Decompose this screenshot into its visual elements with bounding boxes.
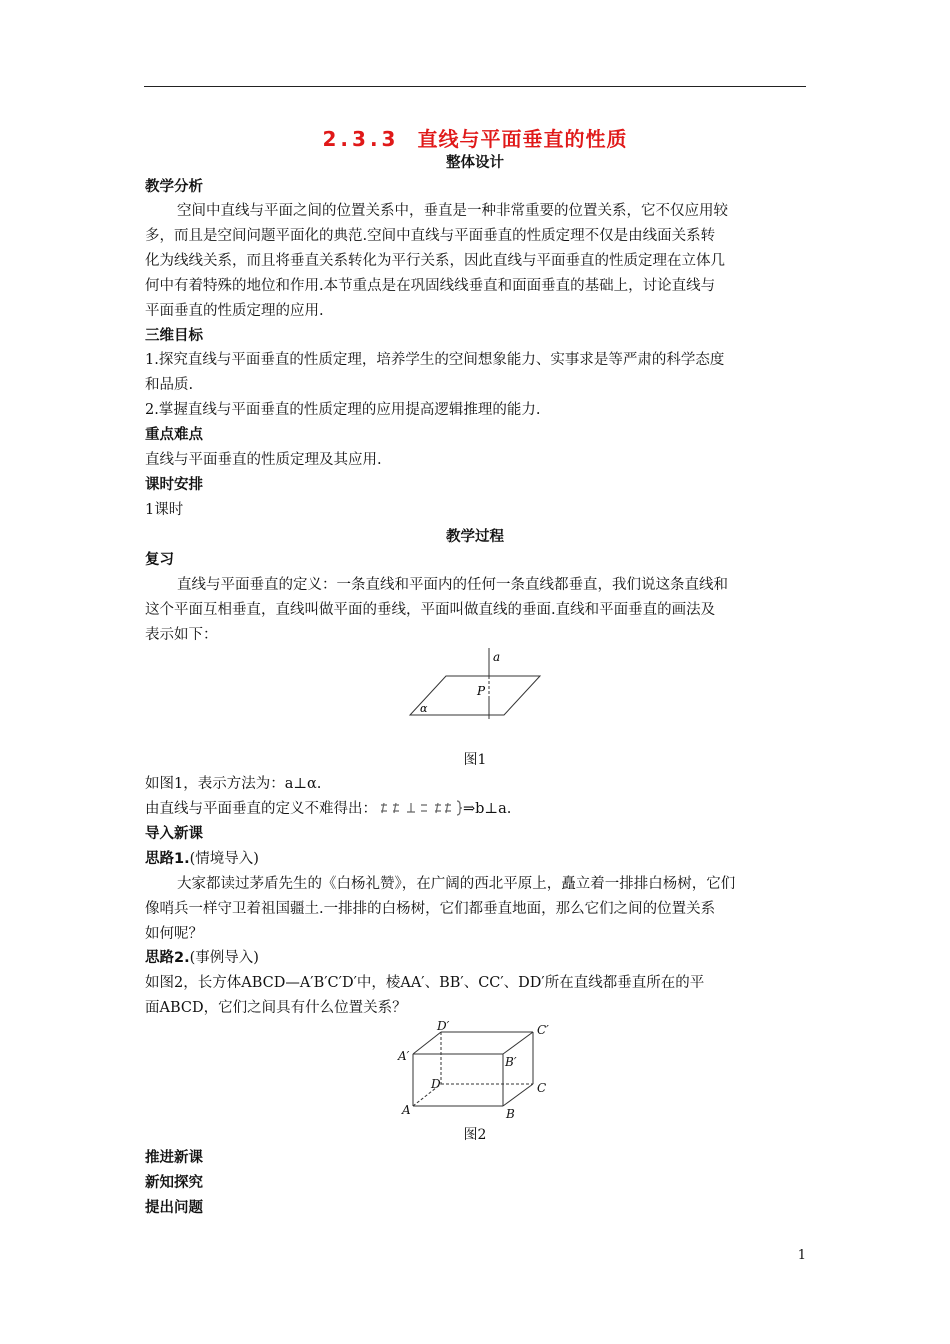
process-heading: 教学过程 bbox=[446, 529, 504, 545]
idea2-row bbox=[145, 948, 810, 968]
review-line-3: 表示如下： bbox=[145, 627, 218, 643]
page-number: 1 bbox=[797, 1248, 806, 1263]
idea1-row bbox=[145, 849, 810, 869]
idea2-line-1: 如图2，长方体ABCD—A′B′C′D′中，棱AA′、BB′、CC′、DD′所在直线都垂直所在的平 bbox=[145, 975, 705, 991]
analysis-heading: 教学分析 bbox=[145, 179, 203, 195]
label-a: A bbox=[402, 1103, 411, 1117]
header-rule bbox=[144, 86, 806, 87]
review-line-2: 这个平面互相垂直，直线叫做平面的垂线，平面叫做直线的垂面.直线和平面垂直的画法及 bbox=[145, 602, 716, 618]
plane-alpha-shape bbox=[410, 676, 540, 715]
key-line: 直线与平面垂直的性质定理及其应用. bbox=[145, 452, 382, 468]
edge-a1d1 bbox=[413, 1032, 441, 1054]
goals-line-1: 1.探究直线与平面垂直的性质定理，培养学生的空间想象能力、实事求是等严肃的科学态度 bbox=[145, 352, 725, 368]
subtitle: 整体设计 bbox=[446, 155, 504, 171]
fig1-label-alpha: α bbox=[420, 702, 428, 715]
idea1-line-3: 如何呢？ bbox=[145, 926, 203, 942]
fig1-label-p: P bbox=[477, 684, 486, 698]
page-title bbox=[0, 123, 950, 152]
analysis-line-1: 空间中直线与平面之间的位置关系中，垂直是一种非常重要的位置关系，它不仅应用较 bbox=[177, 203, 728, 219]
fig1-note: 如图1，表示方法为：a⊥α. bbox=[145, 776, 322, 792]
goals-heading: 三维目标 bbox=[145, 328, 203, 344]
goals-line-2: 和品质. bbox=[145, 377, 194, 393]
label-d1: D′ bbox=[437, 1019, 450, 1033]
idea2-heading: 思路2. bbox=[145, 950, 190, 966]
advance-heading: 推进新课 bbox=[145, 1150, 203, 1166]
review-line-1: 直线与平面垂直的定义：一条直线和平面内的任何一条直线都垂直，我们说这条直线和 bbox=[177, 577, 728, 593]
title-text: 直线与平面垂直的性质 bbox=[417, 127, 628, 151]
idea2-line-2: 面ABCD，它们之间具有什么位置关系？ bbox=[145, 1000, 407, 1016]
figure-1-caption: 图1 bbox=[463, 752, 487, 768]
idea1-line-2: 像哨兵一样守卫着祖国疆土.一排排的白杨树，它们都垂直地面，那么它们之间的位置关系 bbox=[145, 901, 716, 917]
label-d: D bbox=[431, 1077, 441, 1091]
idea1-tag: (情境导入) bbox=[189, 851, 259, 867]
figure-2-caption: 图2 bbox=[463, 1127, 487, 1143]
schedule-heading: 课时安排 bbox=[145, 477, 203, 493]
formula-image bbox=[377, 799, 463, 817]
key-heading: 重点难点 bbox=[145, 427, 203, 443]
label-c1: C′ bbox=[537, 1023, 549, 1037]
review-heading: 复习 bbox=[145, 552, 174, 568]
edge-b1c1 bbox=[503, 1032, 533, 1054]
idea1-heading: 思路1. bbox=[145, 851, 190, 867]
label-b: B bbox=[506, 1107, 515, 1121]
label-a1: A′ bbox=[398, 1049, 410, 1063]
figure-1-diagram bbox=[400, 645, 550, 720]
definition-suffix: ⇒b⊥a. bbox=[463, 801, 512, 817]
analysis-line-3: 化为线线关系，而且将垂直关系转化为平行关系，因此直线与平面垂直的性质定理在立体几 bbox=[145, 253, 725, 269]
label-c: C bbox=[537, 1081, 547, 1095]
figure-2-diagram bbox=[395, 1018, 555, 1122]
intro-heading: 导入新课 bbox=[145, 826, 203, 842]
schedule-line: 1课时 bbox=[145, 502, 184, 518]
idea1-line-1: 大家都读过茅盾先生的《白杨礼赞》，在广阔的西北平原上，矗立着一排排白杨树，它们 bbox=[177, 876, 736, 892]
explore-heading: 新知探究 bbox=[145, 1175, 203, 1191]
definition-line bbox=[145, 799, 810, 819]
goals-line-3: 2.掌握直线与平面垂直的性质定理的应用提高逻辑推理的能力. bbox=[145, 402, 541, 418]
label-b1: B′ bbox=[505, 1055, 517, 1069]
idea2-tag: (事例导入) bbox=[189, 950, 259, 966]
analysis-line-4: 何中有着特殊的地位和作用.本节重点是在巩固线线垂直和面面垂直的基础上，讨论直线与 bbox=[145, 278, 716, 294]
definition-prefix: 由直线与平面垂直的定义不难得出： bbox=[145, 801, 377, 817]
analysis-line-5: 平面垂直的性质定理的应用. bbox=[145, 303, 324, 319]
fig1-label-a: a bbox=[493, 650, 501, 664]
question-heading: 提出问题 bbox=[145, 1200, 203, 1216]
analysis-line-2: 多，而且是空间问题平面化的典范.空间中直线与平面垂直的性质定理不仅是由线面关系转 bbox=[145, 228, 716, 244]
edge-bc bbox=[503, 1084, 533, 1106]
section-number: 2.3.3 bbox=[322, 127, 400, 151]
